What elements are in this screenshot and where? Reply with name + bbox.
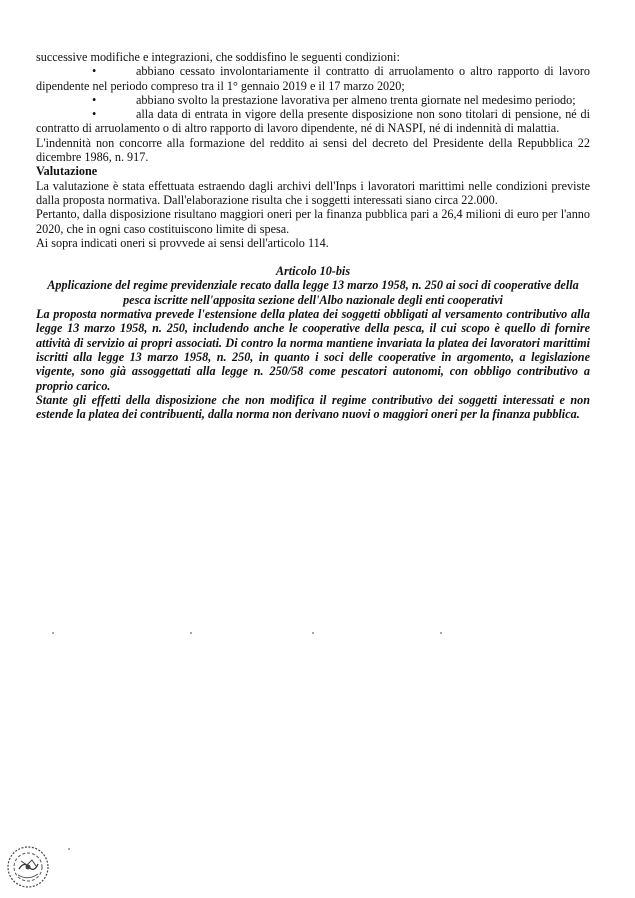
article-subtitle: Applicazione del regime previdenziale recato dalla legge 13 marzo 1958, n. 250 ai soci di cooperative della pesca iscritte nell'apposita sezione dell'Albo nazionale degli enti cooperativi	[47, 278, 579, 307]
document-page	[36, 50, 590, 421]
condition-item	[36, 64, 590, 93]
official-stamp-icon	[6, 845, 50, 889]
valutazione-paragraph: La valutazione è stata effettuata estraendo dagli archivi dell'Inps i lavoratori marittimi nelle condizioni previste dalla proposta normativa. Dall'elaborazione risulta che i soggetti interessati siano circa 22.000.	[36, 178, 590, 207]
income-note: L'indennità non concorre alla formazione del reddito ai sensi del decreto del Presidente della Repubblica 22 dicembre 1986, n. 917.	[36, 135, 590, 165]
condition-text: abbiano svolto la prestazione lavorativa per almeno trenta giornate nel medesimo periodo;	[136, 92, 576, 107]
article-paragraph: Stante gli effetti della disposizione che non modifica il regime contributivo dei soggetti interessati e non estende la platea dei contribuenti, dalla norma non derivano nuovi o maggiori oneri per la finanza pubblica.	[36, 392, 590, 422]
valutazione-heading: Valutazione	[36, 164, 98, 179]
condition-item	[36, 93, 590, 107]
condition-text: abbiano cessato involontariamente il contratto di arruolamento o altro rapporto di lavoro dipendente nel periodo compreso tra il 1° gennaio 2019 e il 17 marzo 2020;	[36, 64, 590, 93]
condition-text: alla data di entrata in vigore della presente disposizione non sono titolari di pensione, né di contratto di arruolamento o di altro rapporto di lavoro dipendente, né di NASPI, né di indennità di malattia.	[36, 107, 590, 136]
valutazione-paragraph: Ai sopra indicati oneri si provvede ai sensi dell'articolo 114.	[36, 235, 329, 250]
bullet: •	[92, 107, 97, 122]
scan-speck	[440, 632, 442, 634]
article-title: Articolo 10-bis	[275, 264, 351, 279]
valutazione-paragraph: Pertanto, dalla disposizione risultano maggiori oneri per la finanza pubblica pari a 26,4 milioni di euro per l'anno 2020, che in ogni caso costituiscono limite di spesa.	[36, 207, 590, 236]
scan-speck	[52, 632, 54, 634]
scan-speck	[68, 848, 70, 850]
article-paragraph: La proposta normativa prevede l'estensione della platea dei soggetti obbligati al versamento contributivo alla legge 13 marzo 1958, n. 250, includendo anche le cooperative della pesca, il cui scopo è quello di fornire attività di servizio ai propri associati. Di contro la norma mantiene invariata la platea dei lavoratori marittimi iscritti alla legge 13 marzo 1958, n. 250, in quanto i soci delle cooperative in argomento, a legislazione vigente, sono già assoggettati alla legge n. 250/58 come pescatori autonomi, con obbligo contributivo a proprio carico.	[36, 307, 590, 393]
bullet: •	[92, 92, 97, 107]
scan-speck	[190, 632, 192, 634]
condition-item	[36, 107, 590, 136]
scan-speck	[312, 632, 314, 634]
intro-line: successive modifiche e integrazioni, che soddisfino le seguenti condizioni:	[36, 50, 400, 64]
bullet: •	[92, 64, 97, 79]
